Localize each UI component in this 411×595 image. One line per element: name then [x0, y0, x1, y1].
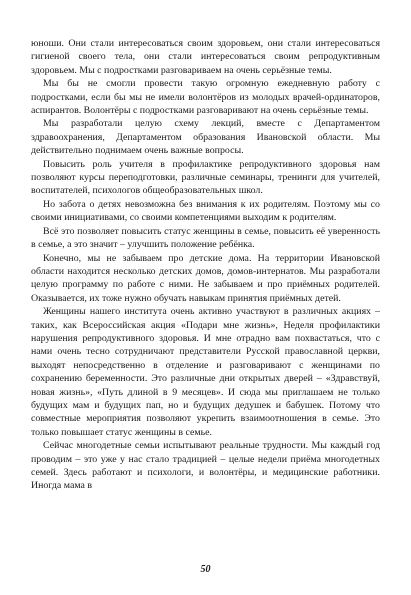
paragraph-4: Повысить роль учителя в профилактике репродуктивного здоровья нам позволяют курсы переподготовки, различные семинары, тренинги для учителей, воспитателей, психологов общеобразовательных школ.: [31, 158, 380, 197]
paragraph-3: Мы разработали целую схему лекций, вместе с Департаментом здравоохранения, Департаментом образования Ивановской области. Мы действительно поднимаем очень важные вопросы.: [31, 118, 380, 157]
paragraph-8: Женщины нашего института очень активно участвуют в различных акциях – таких, как Всероссийская акция «Подари мне жизнь», Неделя профилактики нарушения репродуктивного здоровья. И мне отрадно вам похвастаться, что с нами очень тесно сотрудничают представители Русской православной церкви, выходят непосредственно в отделение и разговаривают с женщинами по сохранению беременности. Это различные дни открытых дверей – «Здравствуй, новая жизнь», «Путь длиной в 9 месяцев». И сюда мы приглашаем не только будущих мам и будущих пап, но и будущих дедушек и бабушек. Потому что совместные мероприятия позволяют укрепить взаимоотношения в семье. Это только повышает статус женщины в семье.: [31, 306, 380, 438]
page-number: 50: [200, 564, 211, 575]
paragraph-1: юноши. Они стали интересоваться своим здоровьем, они стали интересоваться гигиеной своего тела, они стали интересоваться своим репродуктивным здоровьем. Мы с подростками разговариваем на очень серьёзные темы.: [31, 38, 380, 76]
paragraph-5: Но забота о детях невозможна без внимания к их родителям. Поэтому мы со своими инициативами, со своими компетенциями выходим к родителям.: [31, 198, 380, 224]
paragraph-7: Конечно, мы не забываем про детские дома. На территории Ивановской области находится несколько детских домов, домов-интернатов. Мы разработали целую программу по работе с ними. Не забываем и про приёмных родителей. Оказывается, их тоже нужно обучать навыкам принятия приёмных детей.: [31, 252, 380, 304]
paragraph-9: Сейчас многодетные семьи испытывают реальные трудности. Мы каждый год проводим – это уже у нас стало традицией – целые недели приёма многодетных семей. Здесь работают и психологи, и волонтёры, и медицинские работники. Иногда мама в: [31, 440, 380, 492]
paragraph-2: Мы бы не смогли провести такую огромную ежедневную работу с подростками, если бы мы не имели волонтёров из молодых врачей-ординаторов, аспирантов. Волонтёры с подростками разговаривают на очень серьёзные темы.: [31, 78, 380, 117]
paragraph-6: Всё это позволяет повысить статус женщины в семье, повысить её уверенность в семье, а это значит – улучшить положение ребёнка.: [31, 225, 380, 251]
body-text: [31, 37, 380, 493]
